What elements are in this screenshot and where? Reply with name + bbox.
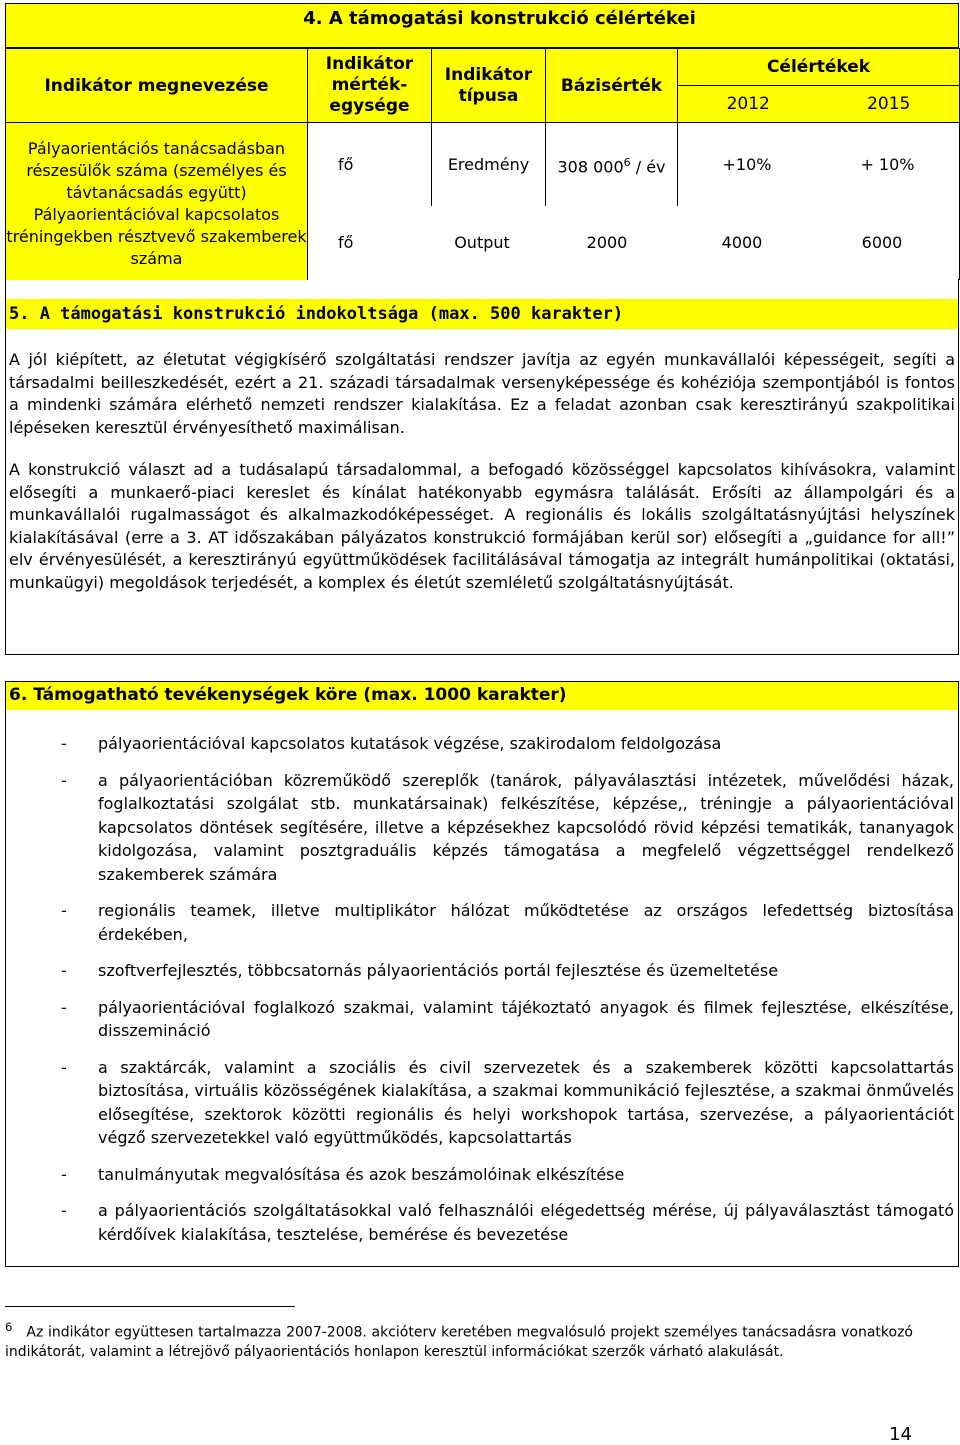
list-dash: -	[61, 997, 67, 1017]
indicator-table	[5, 48, 960, 280]
header-indicator-type: Indikátor típusa	[432, 49, 546, 123]
section4-title: 4. A támogatási konstrukció célértékei	[5, 3, 959, 48]
row2-indicator-name: Pályaorientációval kapcsolatos tréningekben résztvevő szakemberek száma	[6, 205, 307, 269]
list-dash: -	[61, 901, 67, 920]
list-item-text: a pályaorientációban közreműködő szereplők (tanárok, pályaválasztási intézetek, művelődési házak, foglalkoztatási szolgálat stb. munkatársainak) felkészítése, képzése,, tréningje a pályaorientációval kapcsolatos döntések segítésére, illetve a képzésekhez kapcsolódó rövid képzési tematikák, tananyagok kidolgozása, valamint posztgraduális képzés támogatása a megfelelő végzettséggel rendelkező szakemberek számára	[98, 770, 954, 884]
list-dash: -	[61, 1057, 67, 1077]
row1-target-2012: +10%	[722, 154, 772, 174]
section5-paragraph-2: A konstrukció választ ad a tudásalapú társadalommal, a befogadó közösséggel kapcsolatos kihívásokra, valamint elősegíti a munkaerő-piaci kereslet és kínálat hatékonyabb egymásra találását. Erősíti az állampolgári és a munkavállalói rugalmasságot és alkalmazkodóképességet. A regionális és lokális szolgáltatásnyújtási helyszínek kialakításával (erre a 3. AT időszakában pályázatos konstrukció formájában kerül sor) elősegíti a „guidance for all!” elv érvényesülését, a keresztirányú együttműködések facilitálásával támogatja az integrált humánpolitikai (oktatási, munkaügyi) megoldások terjedését, a komplex és életút szemléletű szolgáltatásnyújtását.	[9, 460, 955, 592]
list-item-text: tanulmányutak megvalósítása és azok beszámolóinak elkészítése	[98, 1164, 625, 1184]
list-item	[6, 1163, 954, 1187]
footnote-text: Az indikátor együttesen tartalmazza 2007-2008. akcióterv keretében megvalósuló projekt személyes tanácsadásra vonatkozó indikátorát, valamint a létrejövő pályaorientációs honlapon keresztül információkat szerzők várható alakulását.	[5, 1324, 913, 1361]
list-item-text: szoftverfejlesztés, többcsatornás pályaorientációs portál fejlesztése és üzemeltetése	[98, 961, 779, 980]
list-dash: -	[61, 1201, 67, 1220]
footnote-mark: 6	[5, 1320, 13, 1334]
list-item	[6, 1056, 954, 1150]
list-item	[6, 769, 954, 887]
row2-type: Output	[454, 233, 510, 252]
list-item-text: pályaorientációval kapcsolatos kutatások végzése, szakirodalom feldolgozása	[98, 734, 722, 753]
list-item-text: a szaktárcák, valamint a szociális és civil szervezetek és a szakemberek közötti kapcsolattartás biztosítása, virtuális közösségének kialakítása, a szakmai kommunikáció fejlesztése, a szakmai önművelés elősegítése, szektorok közötti regionális és helyi workshopok tartása, szervezése, a pályaorientációt végző szervezetekkel való együttműködés, kapcsolattartás	[98, 1057, 954, 1147]
header-base-value: Bázisérték	[546, 49, 678, 123]
list-item-text: a pályaorientációs szolgáltatásokkal való felhasználói elégedettség mérése, új pályaválasztást támogató kérdőívek kialakítása, tesztelése, bemérése és bevezetése	[98, 1201, 954, 1244]
list-item-text: pályaorientációval foglalkozó szakmai, valamint tájékoztató anyagok és filmek fejlesztése, elkészítése, disszemináció	[98, 997, 954, 1040]
row2-unit: fő	[338, 233, 354, 252]
header-indicator-name: Indikátor megnevezése	[6, 49, 308, 123]
section6-box	[5, 681, 959, 1267]
page-number: 14	[889, 1424, 912, 1445]
row1-target-2015: + 10%	[860, 154, 915, 174]
footnote-separator	[5, 1306, 295, 1307]
indicator-names-cell	[6, 123, 308, 280]
list-dash: -	[61, 1164, 67, 1184]
row1-targets	[678, 123, 960, 206]
header-year-2012: 2012	[678, 86, 819, 123]
row1-base-suffix: / év	[635, 156, 666, 176]
activity-list	[6, 732, 954, 1259]
section5-box	[5, 279, 959, 655]
footnote	[5, 1318, 913, 1363]
row2-target-2012: 4000	[721, 233, 763, 252]
section6-title: 6. Támogatható tevékenységek köre (max. 1000 karakter)	[6, 682, 958, 710]
row2-target-2015: 6000	[861, 233, 903, 252]
list-item	[6, 899, 954, 946]
list-item	[6, 959, 954, 983]
row2-base: 2000	[586, 233, 628, 252]
list-item	[6, 996, 954, 1043]
row2-values	[308, 206, 960, 280]
row1-indicator-name: Pályaorientációs tanácsadásban részesülők száma (személyes és távtanácsadás együtt)	[26, 139, 287, 203]
list-dash: -	[61, 770, 67, 790]
list-dash: -	[61, 734, 67, 753]
list-dash: -	[61, 961, 67, 980]
row1-base-value: 308 000	[557, 156, 624, 176]
header-indicator-unit: Indikátor mérték-egysége	[308, 49, 432, 123]
list-item	[6, 1199, 954, 1246]
section5-title: 5. A támogatási konstrukció indokoltsága (max. 500 karakter)	[6, 299, 958, 329]
row1-base	[546, 123, 678, 206]
header-targets: Célértékek	[678, 49, 960, 86]
footnote-ref: 6	[623, 155, 631, 169]
header-year-2015: 2015	[819, 86, 960, 123]
list-item-text: regionális teamek, illetve multiplikátor hálózat működtetése az országos lefedettség biztosítása érdekében,	[98, 901, 954, 944]
list-item	[6, 732, 954, 756]
row1-unit: fő	[308, 123, 432, 206]
section5-paragraph-1: A jól kiépített, az életutat végigkísérő szolgáltatási rendszer javítja az egyén munkavállalói képességeit, segíti a társadalmi beilleszkedését, ezért a 21. századi társadalmak versenyképessége és kohéziója szempontjából is fontos a mindenki számára elérhető nemzeti rendszer kialakítása. Ez a feladat azonban csak keresztirányú szakpolitikai lépéseken keresztül érvényesíthető maximálisan.	[9, 350, 955, 437]
row1-type: Eredmény	[432, 123, 546, 206]
